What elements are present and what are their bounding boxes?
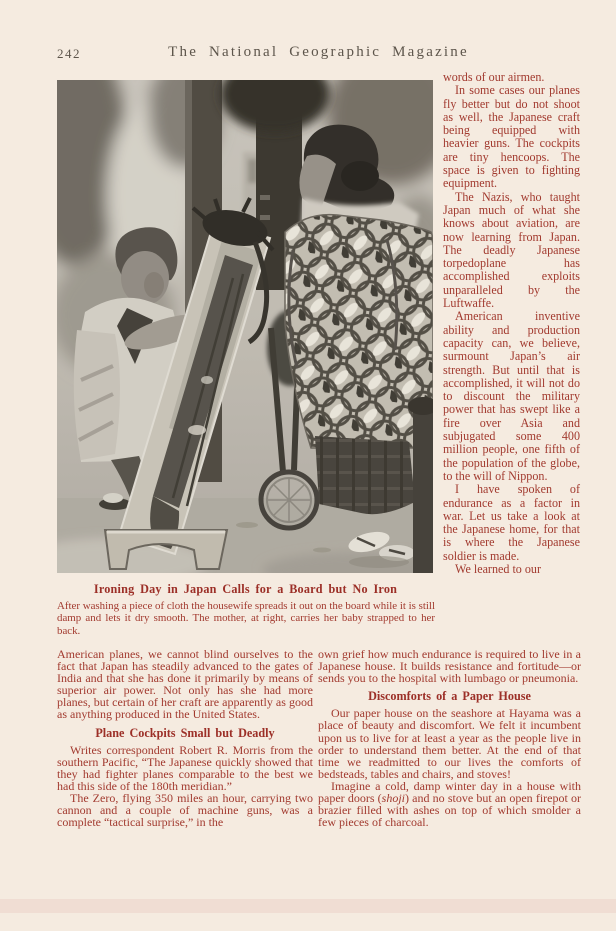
photo-ironing-day: [57, 80, 433, 573]
photo-caption-title: Ironing Day in Japan Calls for a Board but No Iron: [93, 582, 398, 596]
paragraph: Our paper house on the seashore at Hayama was a place of beauty and discomfort. We felt it incumbent upon us to live for at least a year as the people live in order to understand them better. At the end of that time we readmitted to our lives the comforts of bedsteads, tables and chairs, and stoves!: [318, 706, 581, 781]
magazine-title: The National Geographic Magazine: [168, 44, 469, 60]
page-number: 242: [57, 46, 81, 61]
paragraph: words of our airmen.: [443, 70, 545, 84]
photo-caption-body: After washing a piece of cloth the housewife spreads it out on the board while it is still damp and lets it dry smooth. The mother, at right, carries her baby strapped to her back.: [57, 600, 435, 637]
paragraph: own grief how much endurance is required to live in a Japanese house. It builds resistance and fortitude—or sends you to the hospital with lumbago or pneumonia.: [318, 647, 581, 686]
paragraph: I have spoken of endurance as a factor in war. Let us take a look at the Japanese home, for that is where the Japanese soldier is made.: [443, 482, 580, 563]
paragraph: American inventive ability and production capacity can, we believe, surmount Japan’s air strength. But until that is accomplished, it will not do to discount the military power that has swept like a fire over Asia and subjugated some 400 million people, one fifth of the population of the globe, to the will of Nippon.: [443, 309, 580, 483]
paragraph: The Nazis, who taught Japan much of what she knows about aviation, are now learning from Japan. The deadly Japanese torpedoplane has accomplished exploits unparalleled by the Luftwaffe.: [443, 189, 580, 311]
photo-tone-overlay: [57, 80, 433, 573]
photo-illustration: [57, 80, 433, 573]
page-header: [57, 44, 580, 64]
paragraph: The Zero, flying 350 miles an hour, carrying two cannon and a couple of machine guns, was a complete “tactical surprise,” in the: [57, 791, 313, 830]
paragraph-fragment: ) and no stove but an open firepot or brazier filled with ashes on top of which smolder a few pieces of charcoal.: [318, 791, 581, 830]
paragraph: In some cases our planes fly better but do not shoot as well, the Japanese craft being equipped with heavier guns. The cockpits are tiny hencoops. The space is given to fighting equipment.: [443, 83, 580, 191]
paragraph: [318, 780, 581, 828]
bottom-right-column: [318, 648, 581, 828]
section-heading-discomforts: Discomforts of a Paper House: [368, 689, 531, 704]
italic-term-shoji: shoji: [381, 791, 405, 806]
paragraph: Writes correspondent Robert R. Morris from the southern Pacific, “The Japanese quickly showed that they had fighter planes comparable to the best we had this side of the 180th meridian.”: [57, 742, 313, 793]
section-heading-plane-cockpits: Plane Cockpits Small but Deadly: [95, 725, 275, 740]
right-text-column: [443, 71, 580, 576]
paragraph: We learned to our: [455, 561, 541, 576]
paragraph: American planes, we cannot blind ourselves to the fact that Japan has steadily advanced to the gates of India and that she has done it primarily by means of superior air power. Not only has she had more planes, but certain of her craft are apparently as good as anything produced in the United States.: [57, 647, 313, 722]
bottom-left-column: [57, 648, 313, 828]
paragraph-fragment: Imagine a cold, damp winter day in a house with paper doors (: [318, 778, 581, 806]
